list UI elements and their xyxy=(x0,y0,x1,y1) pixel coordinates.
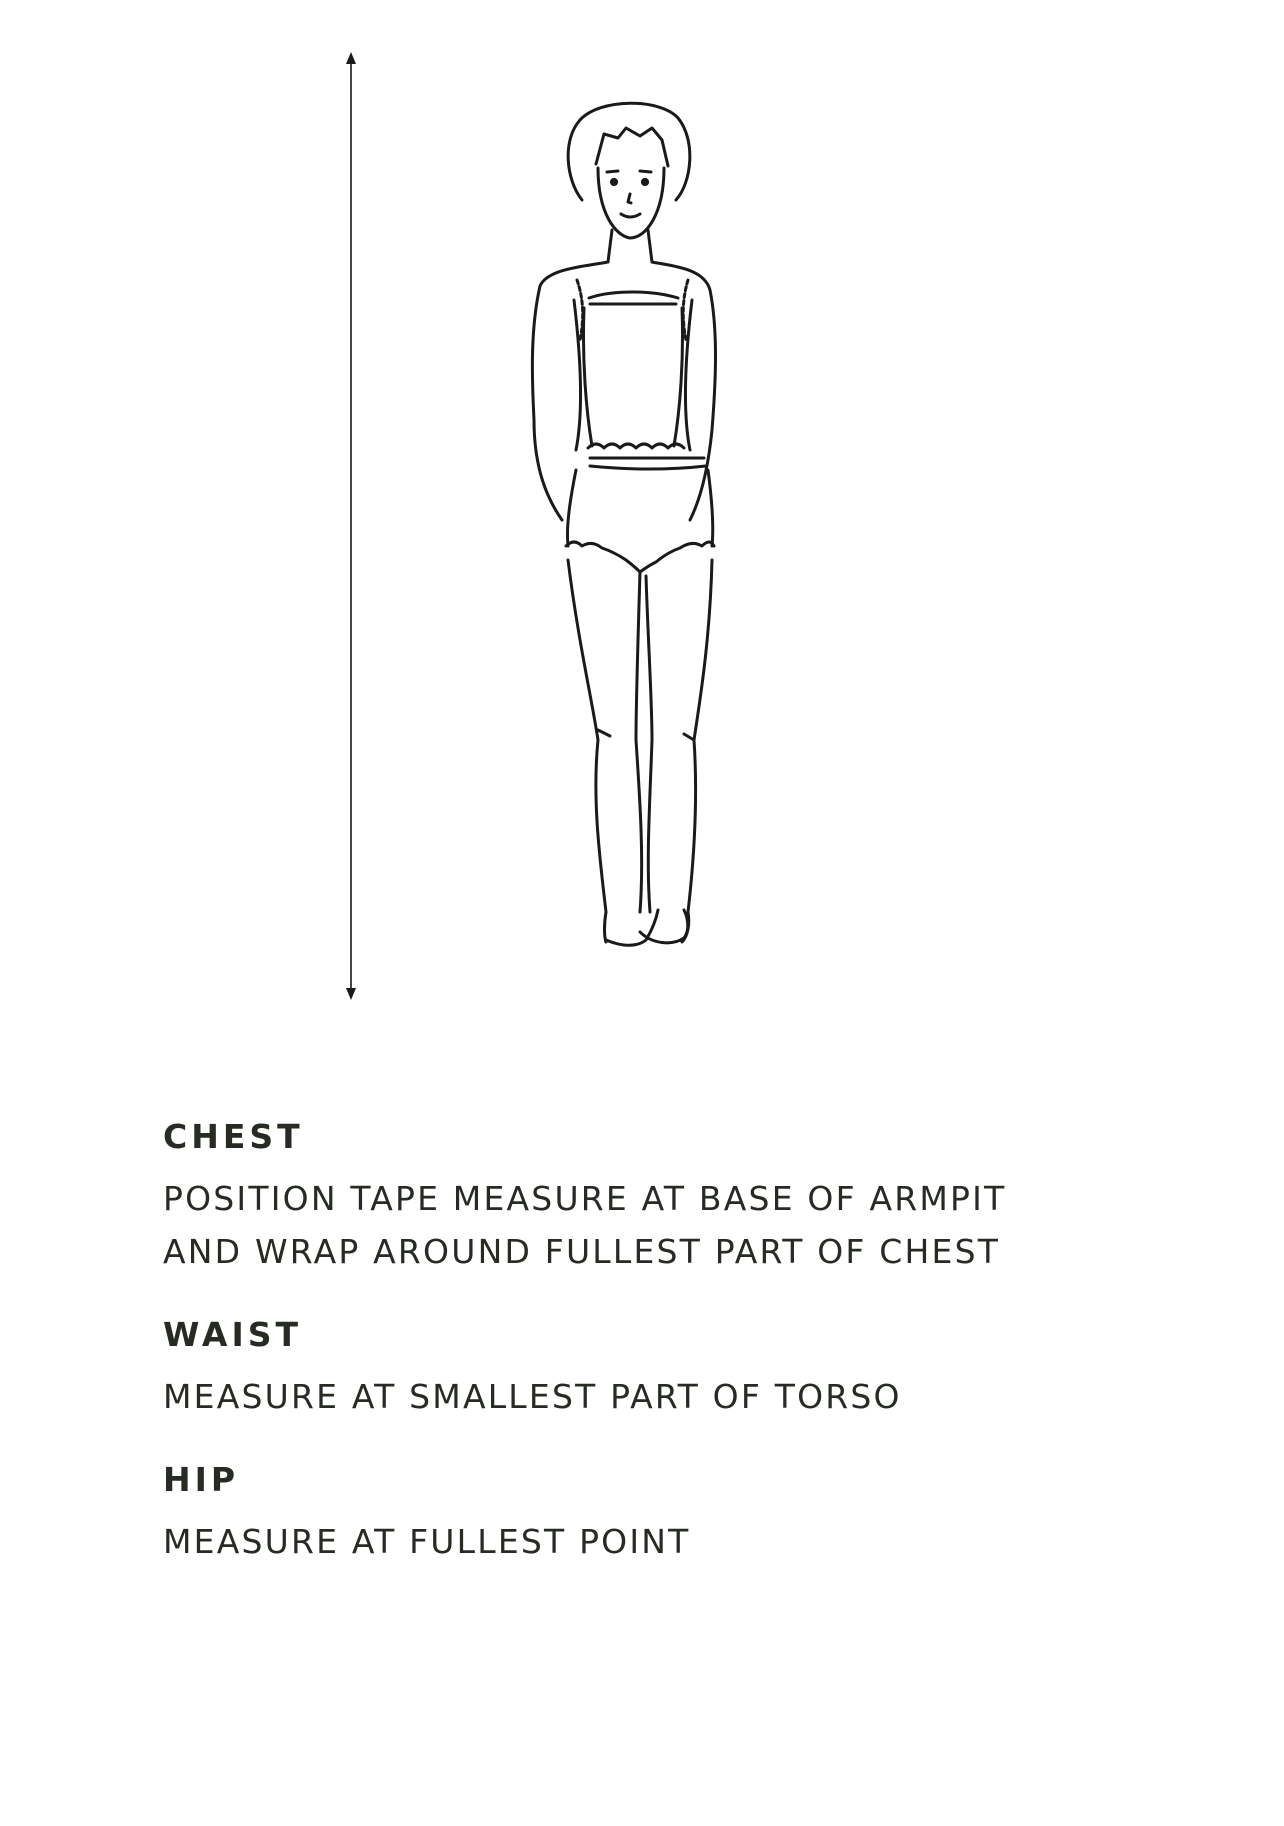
chest-description xyxy=(163,1172,1163,1278)
hip-description xyxy=(163,1515,1163,1568)
chest-description-line: AND WRAP AROUND FULLEST PART OF CHEST xyxy=(163,1232,1001,1271)
hip-section xyxy=(163,1460,1163,1568)
waist-section xyxy=(163,1315,1163,1423)
waist-description xyxy=(163,1370,1163,1423)
hip-heading: HIP xyxy=(163,1460,240,1499)
chest-description-line: POSITION TAPE MEASURE AT BASE OF ARMPIT xyxy=(163,1179,1007,1218)
measurement-guide xyxy=(163,1117,1163,1568)
waist-heading: WAIST xyxy=(163,1315,303,1354)
hip-description-line: MEASURE AT FULLEST POINT xyxy=(163,1522,691,1561)
height-arrow-icon xyxy=(346,52,356,1000)
chest-heading: CHEST xyxy=(163,1117,304,1156)
chest-section xyxy=(163,1117,1163,1278)
waist-description-line: MEASURE AT SMALLEST PART OF TORSO xyxy=(163,1377,902,1416)
child-figure-drawing xyxy=(532,103,715,945)
